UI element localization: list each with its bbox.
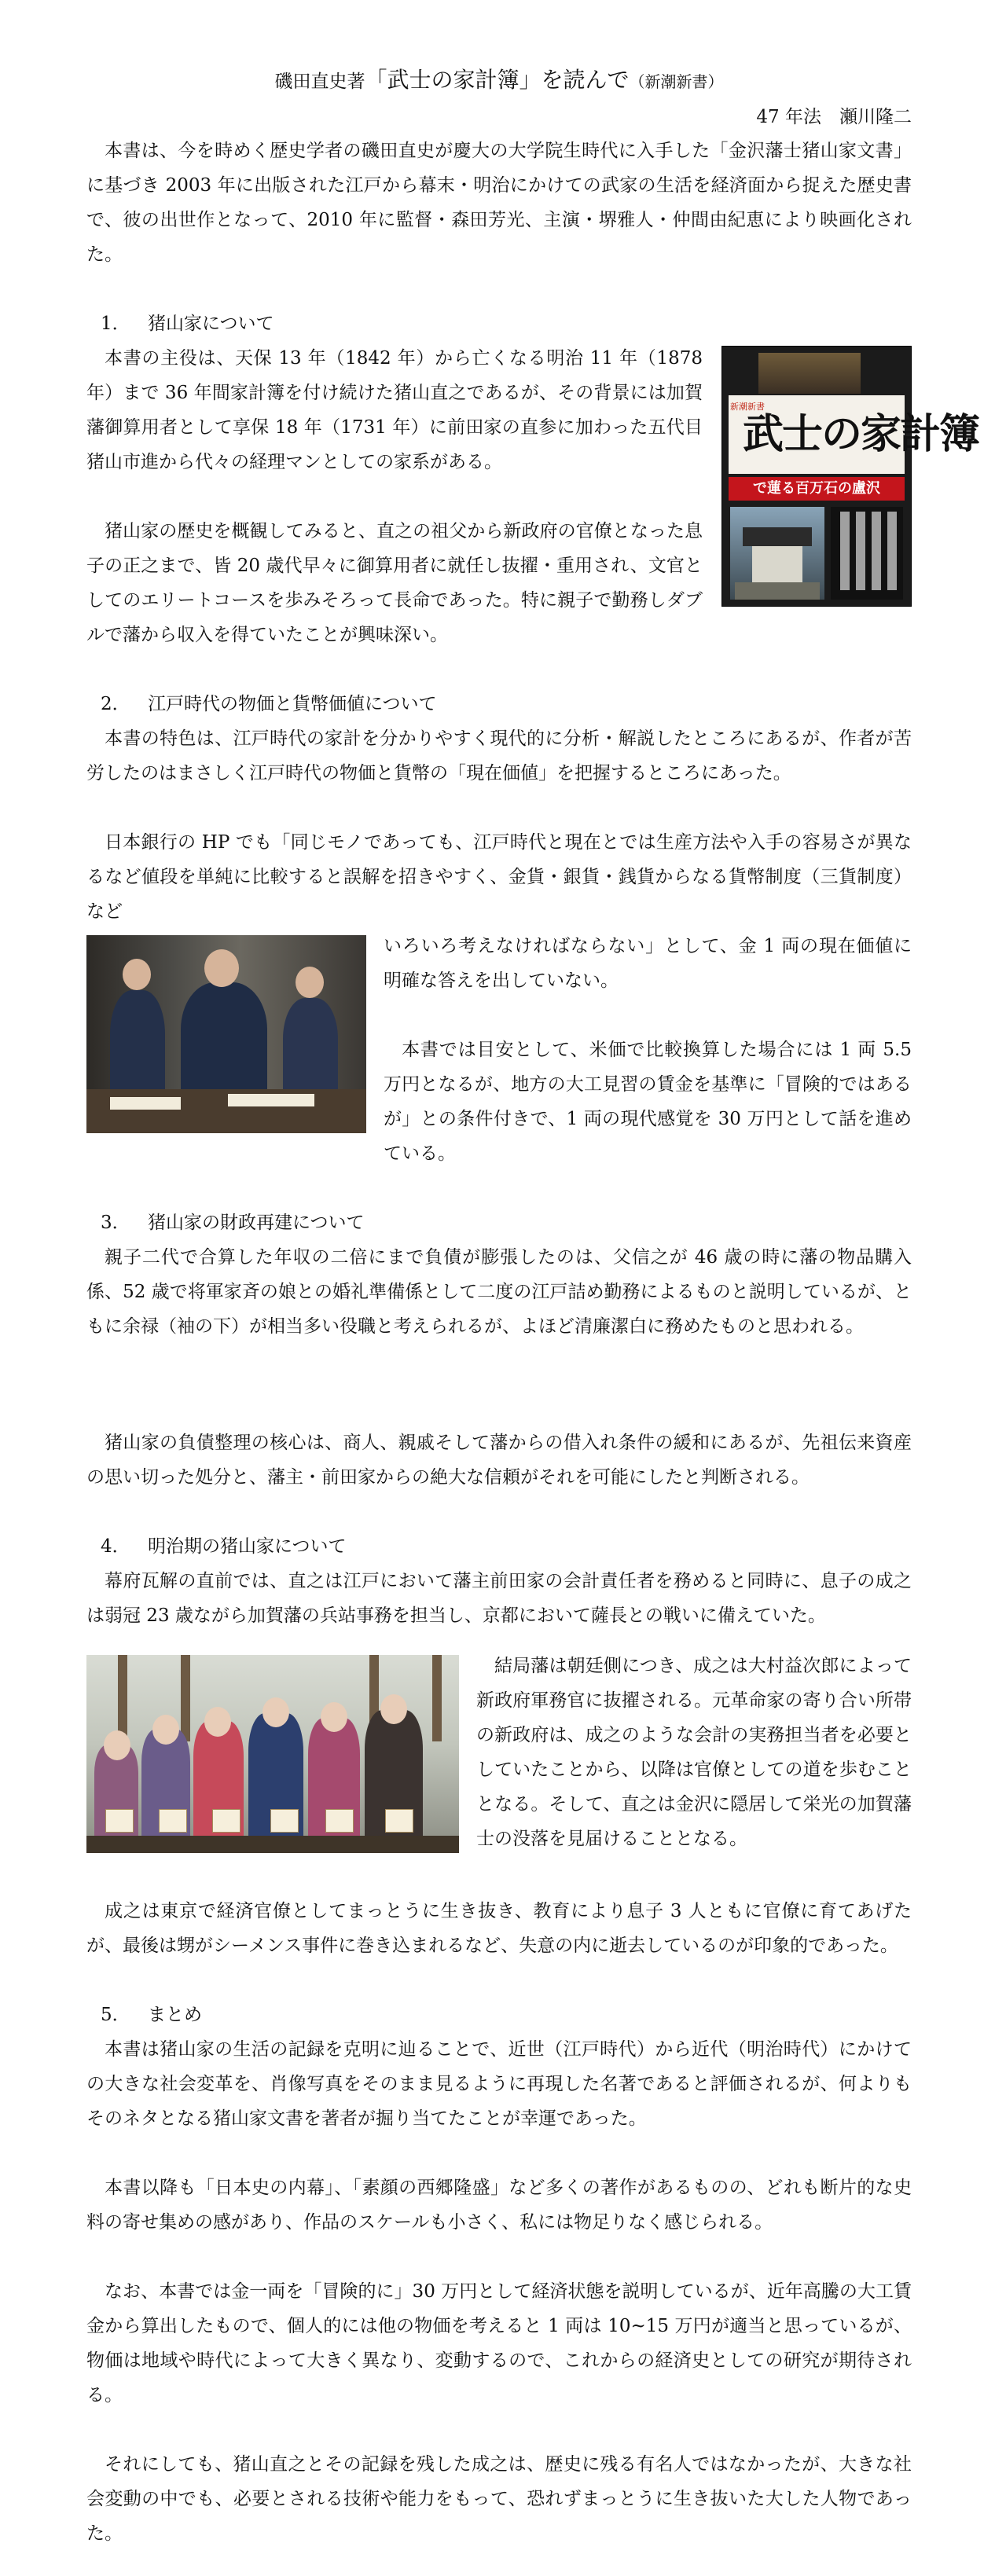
title-prefix: 磯田直史著 <box>274 72 365 92</box>
title-suffix: （新潮新書） <box>629 72 724 91</box>
section-1-paragraph-1: 本書の主役は、天保 13 年（1842 年）から亡くなる明治 11 年（1878 年）まで 36 年間家計簿を付け続けた猪山直之であるが、その背景には加賀藩御算用者として享保 18 年（1731 年）に前田家の直参に加わった五代目猪山市進から代々の経理マンとしての家系がある。 <box>86 348 703 472</box>
title-main: 「武士の家計簿」を読んで <box>365 67 630 93</box>
author-line: 47 年法 瀬川隆二 <box>756 107 912 127</box>
film-photo-accounting <box>86 935 366 1133</box>
section-2-paragraph-1: 本書の特色は、江戸時代の家計を分かりやすく現代的に分析・解説したところにあるが、作者が苦労したのはまさしく江戸時代の物価と貨幣の「現在価値」を把握するところにあった。 <box>86 728 912 783</box>
section-3-paragraph-2: 猪山家の負債整理の核心は、商人、親戚そして藩からの借入れ条件の緩和にあるが、先祖伝来資産の思い切った処分と、藩主・前田家からの絶大な信頼がそれを可能にしたと判断される。 <box>86 1433 912 1488</box>
section-4-paragraph-1: 幕府瓦解の直前では、直之は江戸において藩主前田家の会計責任者を務めると同時に、息子の成之は弱冠 23 歳ながら加賀藩の兵站事務を担当し、京都において薩長との戦いに備えていた。 <box>86 1571 912 1626</box>
section-3-paragraph-1: 親子二代で合算した年収の二倍にまで負債が膨張したのは、父信之が 46 歳の時に藩の物品購入係、52 歳で将軍家斉の娘との婚礼準備係として二度の江戸詰め勤務によるものと説明しているが、ともに余禄（袖の下）が相当多い役職と考えられるが、よほど清廉潔白に務めたものと思われる。 <box>86 1247 912 1337</box>
book-cover-subtitle: で蓮る百万石の盧沢 <box>729 477 905 501</box>
section-heading-3: 3． 猪山家の財政再建について <box>101 1213 365 1233</box>
section-2-paragraph-3: いろいろ考えなければならない」として、金 1 両の現在価値に明確な答えを出していない。 <box>384 936 912 991</box>
section-heading-2: 2． 江戸時代の物価と貨幣価値について <box>101 694 437 714</box>
book-cover-series: 新潮新書 <box>730 402 765 412</box>
section-heading-4: 4． 明治期の猪山家について <box>101 1536 347 1557</box>
section-1-paragraph-2: 猪山家の歴史を概観してみると、直之の祖父から新政府の官僚となった息子の正之まで、皆 20 歳代早々に御算用者に就任し抜擢・重用され、文官としてのエリートコースを歩みそろって長命であった。特に親子で勤務しダブルで藩から収入を得ていたことが興味深い。 <box>86 521 703 645</box>
document-page <box>86 64 979 2551</box>
section-5-paragraph-4: それにしても、猪山直之とその記録を残した成之は、歴史に残る有名人ではなかったが、大きな社会変動の中でも、必要とされる技術や能力をもって、恐れずまっとうに生き抜いた大した人物であった。 <box>86 2454 912 2544</box>
book-cover-title: 武士の家計簿 <box>743 411 979 458</box>
film-photo-family <box>86 1655 459 1853</box>
intro-paragraph: 本書は、今を時めく歴史学者の磯田直史が慶大の大学院生時代に入手した「金沢藩士猪山家文書」に基づき 2003 年に出版された江戸から幕末・明治にかけての武家の生活を経済面から捉えた歴史書で、彼の出世作となって、2010 年に監督・森田芳光、主演・堺雅人・仲間由紀恵により映画化された。 <box>86 141 912 265</box>
document-title <box>86 64 912 97</box>
section-5-paragraph-3: なお、本書では金一両を「冒険的に」30 万円として経済状態を説明しているが、近年高騰の大工賃金から算出したもので、個人的には他の物価を考えると 1 両は 10~15 万円が適当と思っているが、物価は地域や時代によって大きく異なり、変動するので、これからの経済史としての研究が期待される。 <box>86 2281 912 2405</box>
section-4-paragraph-3: 成之は東京で経済官僚としてまっとうに生き抜き、教育により息子 3 人ともに官僚に育てあげたが、最後は甥がシーメンス事件に巻き込まれるなど、失意の内に逝去しているのが印象的であった。 <box>86 1901 912 1956</box>
section-4-paragraph-2: 結局藩は朝廷側につき、成之は大村益次郎によって新政府軍務官に抜擢される。元革命家の寄り合い所帯の新政府は、成之のような会計の実務担当者を必要としていたことから、以降は官僚としての道を歩むこととなる。そして、直之は金沢に隠居して栄光の加賀藩士の没落を見届けることとなる。 <box>476 1656 912 1849</box>
section-2-paragraph-2: 日本銀行の HP でも「同じモノであっても、江戸時代と現在とでは生産方法や入手の容易さが異なるなど値段を単純に比較すると誤解を招きやすく、金貨・銀貨・銭貨からなる貨幣制度（三貨制度）など <box>86 832 912 922</box>
section-5-paragraph-1: 本書は猪山家の生活の記録を克明に辿ることで、近世（江戸時代）から近代（明治時代）にかけての大きな社会変革を、肖像写真をそのまま見るように再現した名著であると評価されるが、何よりもそのネタとなる猪山家文書を著者が掘り当てたことが幸運であった。 <box>86 2039 912 2129</box>
book-cover-image <box>721 346 979 607</box>
section-heading-5: 5． まとめ <box>101 2005 202 2025</box>
section-heading-1: 1． 猪山家について <box>101 314 274 334</box>
section-2-paragraph-4: 本書では目安として、米価で比較換算した場合には 1 両 5.5 万円となるが、地方の大工見習の賃金を基準に「冒険的ではあるが」との条件付きで、1 両の現代感覚を 30 万円として話を進めている。 <box>384 1040 912 1164</box>
section-5-paragraph-2: 本書以降も「日本史の内幕」、「素顔の西郷隆盛」など多くの著作があるものの、どれも断片的な史料の寄せ集めの感があり、作品のスケールも小さく、私には物足りなく感じられる。 <box>86 2178 912 2233</box>
